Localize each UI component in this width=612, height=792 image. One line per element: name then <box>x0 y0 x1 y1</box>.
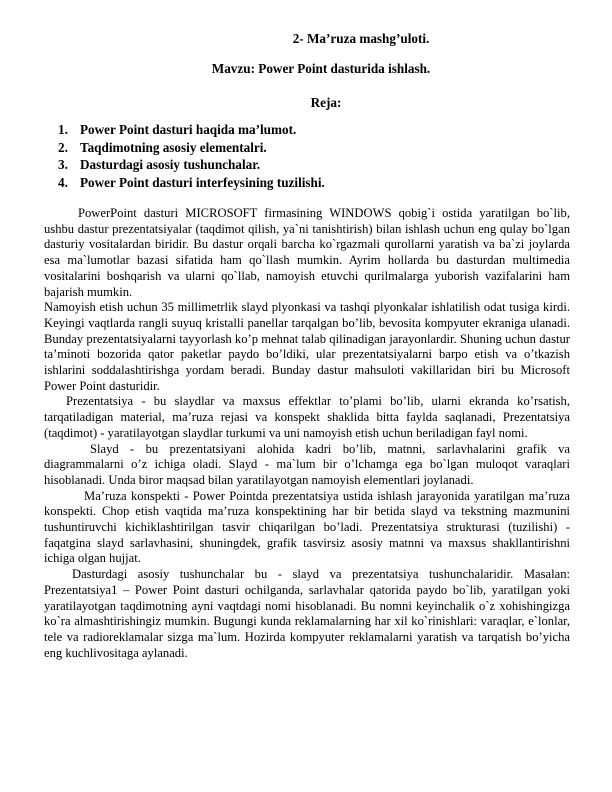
plan-item <box>58 121 325 139</box>
plan-item-text: Dasturdagi asosiy tushunchalar. <box>80 157 261 172</box>
plan-item-number: 3. <box>58 157 68 172</box>
plan-item-number: 2. <box>58 139 68 155</box>
paragraph-slide-film: Namoyish etish uchun 35 millimetrlik slayd plyonkasi va tashqi plyonkalar ishlatilish odat tusiga kirdi. Keyingi vaqtlarda rangli suyuq kristalli panellar tarqalgan bo’lib, bevosita kompyuter ekraniga ulanadi. Bunday prezentatsiyalarni tayyorlash ko’p mehnat talab qilinadigan jarayonlardir. Shuning uchun dastur ta’minoti bozorida qator paketlar paydo bo’ldiki, ular prezentatsiyalarni barpo etish va o’tkazish ishlarini soddalashtirishga yordam beradi. Bunday dastur mahsuloti vakillaridan biri bu Microsoft Power Point dasturidir. <box>44 300 570 393</box>
plan-item-text: Power Point dasturi haqida ma’lumot. <box>80 122 297 137</box>
paragraph-lecture-notes: Ma’ruza konspekti - Power Pointda prezentatsiya ustida ishlash jarayonida yaratilgan ma’ruza konspekti. Chop etish vaqtida ma’ruza konspektining har bir betida slayd va tekstning mazmunini tushuntiruvchi kichiklashtirilgan tasvir chiqarilgan bo’ladi. Prezentatsiya strukturasi (tuzilishi) - faqatgina slayd sarlavhasini, shuningdek, grafik tasvirsiz asosiy matnni va maxsus shakllantirishni ichiga olgan hujjat. <box>44 488 570 566</box>
plan-item-number: 4. <box>58 174 68 190</box>
plan-item <box>58 156 325 174</box>
plan-item <box>58 139 325 157</box>
lesson-title: 2- Ma’ruza mashg’uloti. <box>292 31 430 46</box>
plan-item-number: 1. <box>58 122 68 137</box>
plan-list <box>58 121 325 191</box>
plan-heading: Reja: <box>310 95 342 110</box>
body-text <box>44 206 570 661</box>
plan-item-text: Power Point dasturi interfeysining tuzilishi. <box>80 174 325 190</box>
paragraph-slide-definition: Slayd - bu prezentatsiyani alohida kadri bo’lib, matnni, sarlavhalarini grafik va diagrammalarni o’z ichiga oladi. Slayd - ma`lum bir o’lchamga ega bo`lgan muloqot varaqlari hisoblanadi. Unda biror maqsad bilan yaratilayotgan namoyish elementlari joylanadi. <box>44 441 570 487</box>
paragraph-basic-concepts: Dasturdagi asosiy tushunchalar bu - slayd va prezentatsiya tushunchalaridir. Masalan: Prezentatsiya1 – Power Point dasturi ochilganda, sarlavhalar qatorida paydo bo`lib, yaratilgan yoki yaratilayotgan taqdimotning ayni vaqtdagi nomi hisoblanadi. Bu nomni keyinchalik o`z xohishingizga ko`ra almashtirishingiz mumkin. Bugungi kunda reklamalarning har xil ko`rinishlari: varaqlar, e`lonlar, tele va radioreklamalar sizga ma`lum. Hozirda kompyuter reklamalarni yaratish va tarqatish bo’yicha eng kuchlivositaga aylanadi. <box>44 567 570 660</box>
paragraph-presentation-definition: Prezentatsiya - bu slaydlar va maxsus effektlar to’plami bo’lib, ularni ekranda ko’rsatish, tarqatiladigan material, ma’ruza rejasi va konspekt shaklida bitta faylda saqlanadi, Prezentatsiya (taqdimot) - yaratilayotgan slaydlar turkumi va uni namoyish etish uchun beriladigan fayl nomi. <box>44 394 570 440</box>
paragraph-powerpoint-intro: PowerPoint dasturi MICROSOFT firmasining WINDOWS qobig`i ostida yaratilgan bo`lib, ushbu dastur prezentatsiyalar (taqdimot qilish, ya`ni tanishtirish) bilan ishlash uchun eng qulay bo`lgan dasturiy vositalardan biridir. Bu dastur orqali barcha ko`rgazmali qurollarni yaratish va ba`zi joylarda esa ma`lumotlar bazasi sifatida ham qo`llash mumkin. Ayrim hollarda bu dasturdan multimedia vositalarini boshqarish va ularni qo`llab, namoyish etuvchi qurilmalarga yuborish vazifalarini ham bajarish mumkin. <box>44 206 570 299</box>
plan-item <box>58 174 325 192</box>
plan-item-text: Taqdimotning asosiy elementalri. <box>80 139 267 155</box>
topic-title: Mavzu: Power Point dasturida ishlash. <box>211 61 431 76</box>
